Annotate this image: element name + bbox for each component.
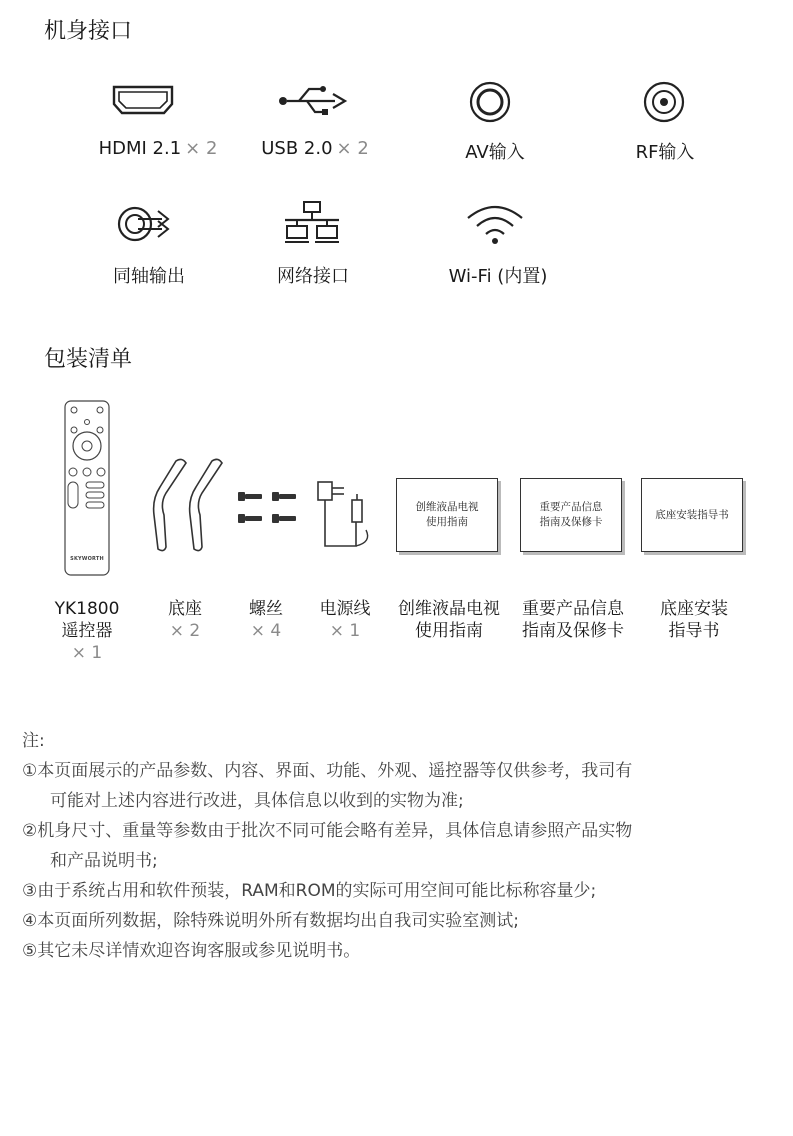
notes-header: 注:	[22, 731, 45, 751]
package-label-screw: 螺丝 × 4	[249, 599, 283, 641]
stand-icon	[150, 455, 226, 559]
package-section-title: 包装清单	[44, 347, 133, 372]
package-label-remote: YK1800 遥控器 × 1	[54, 599, 120, 663]
note-line: ③由于系统占用和软件预装，RAM和ROM的实际可用空间可能比标称容量少;	[22, 881, 597, 901]
usb-icon	[255, 80, 375, 124]
coaxial-icon	[88, 204, 208, 248]
rf-icon	[604, 80, 724, 124]
port-label-network: 网络接口	[277, 266, 349, 287]
port-label-usb: USB 2.0 × 2	[261, 138, 369, 159]
power-cord-icon	[312, 470, 384, 556]
package-label-power-cord: 电源线 × 1	[319, 599, 371, 641]
package-label-warranty: 重要产品信息 指南及保修卡	[522, 599, 624, 641]
manual-icon: 创维液晶电视 使用指南	[396, 478, 498, 552]
screw-icon	[236, 488, 300, 532]
av-icon	[430, 80, 550, 124]
port-label-coaxial: 同轴输出	[113, 266, 185, 287]
package-label-stand: 底座 × 2	[168, 599, 202, 641]
warranty-card-icon: 重要产品信息 指南及保修卡	[520, 478, 622, 552]
package-label-manual: 创维液晶电视 使用指南	[398, 599, 500, 641]
note-line: ②机身尺寸、重量等参数由于批次不同可能会略有差异，具体信息请参照产品实物	[22, 821, 633, 841]
port-label-hdmi: HDMI 2.1 × 2	[98, 138, 218, 159]
note-line: ⑤其它未尽详情欢迎咨询客服或参见说明书。	[22, 941, 361, 961]
wifi-icon	[435, 204, 555, 248]
port-label-av: AV输入	[465, 142, 525, 163]
port-label-wifi: Wi-Fi (内置)	[448, 266, 548, 287]
ports-section-title: 机身接口	[44, 19, 133, 44]
note-line: 和产品说明书;	[50, 851, 158, 871]
stand-guide-icon: 底座安装指导书	[641, 478, 743, 552]
port-label-rf: RF输入	[635, 142, 695, 163]
remote-icon	[64, 400, 110, 580]
hdmi-icon	[83, 80, 203, 124]
remote-brand-logo: SKYWORTH	[70, 556, 104, 562]
network-icon	[252, 200, 372, 244]
note-line: ①本页面展示的产品参数、内容、界面、功能、外观、遥控器等仅供参考，我司有	[22, 761, 633, 781]
note-line: ④本页面所列数据，除特殊说明外所有数据均出自我司实验室测试;	[22, 911, 519, 931]
note-line: 可能对上述内容进行改进，具体信息以收到的实物为准;	[50, 791, 464, 811]
notes	[22, 726, 772, 966]
package-label-stand-guide: 底座安装 指导书	[660, 599, 728, 641]
